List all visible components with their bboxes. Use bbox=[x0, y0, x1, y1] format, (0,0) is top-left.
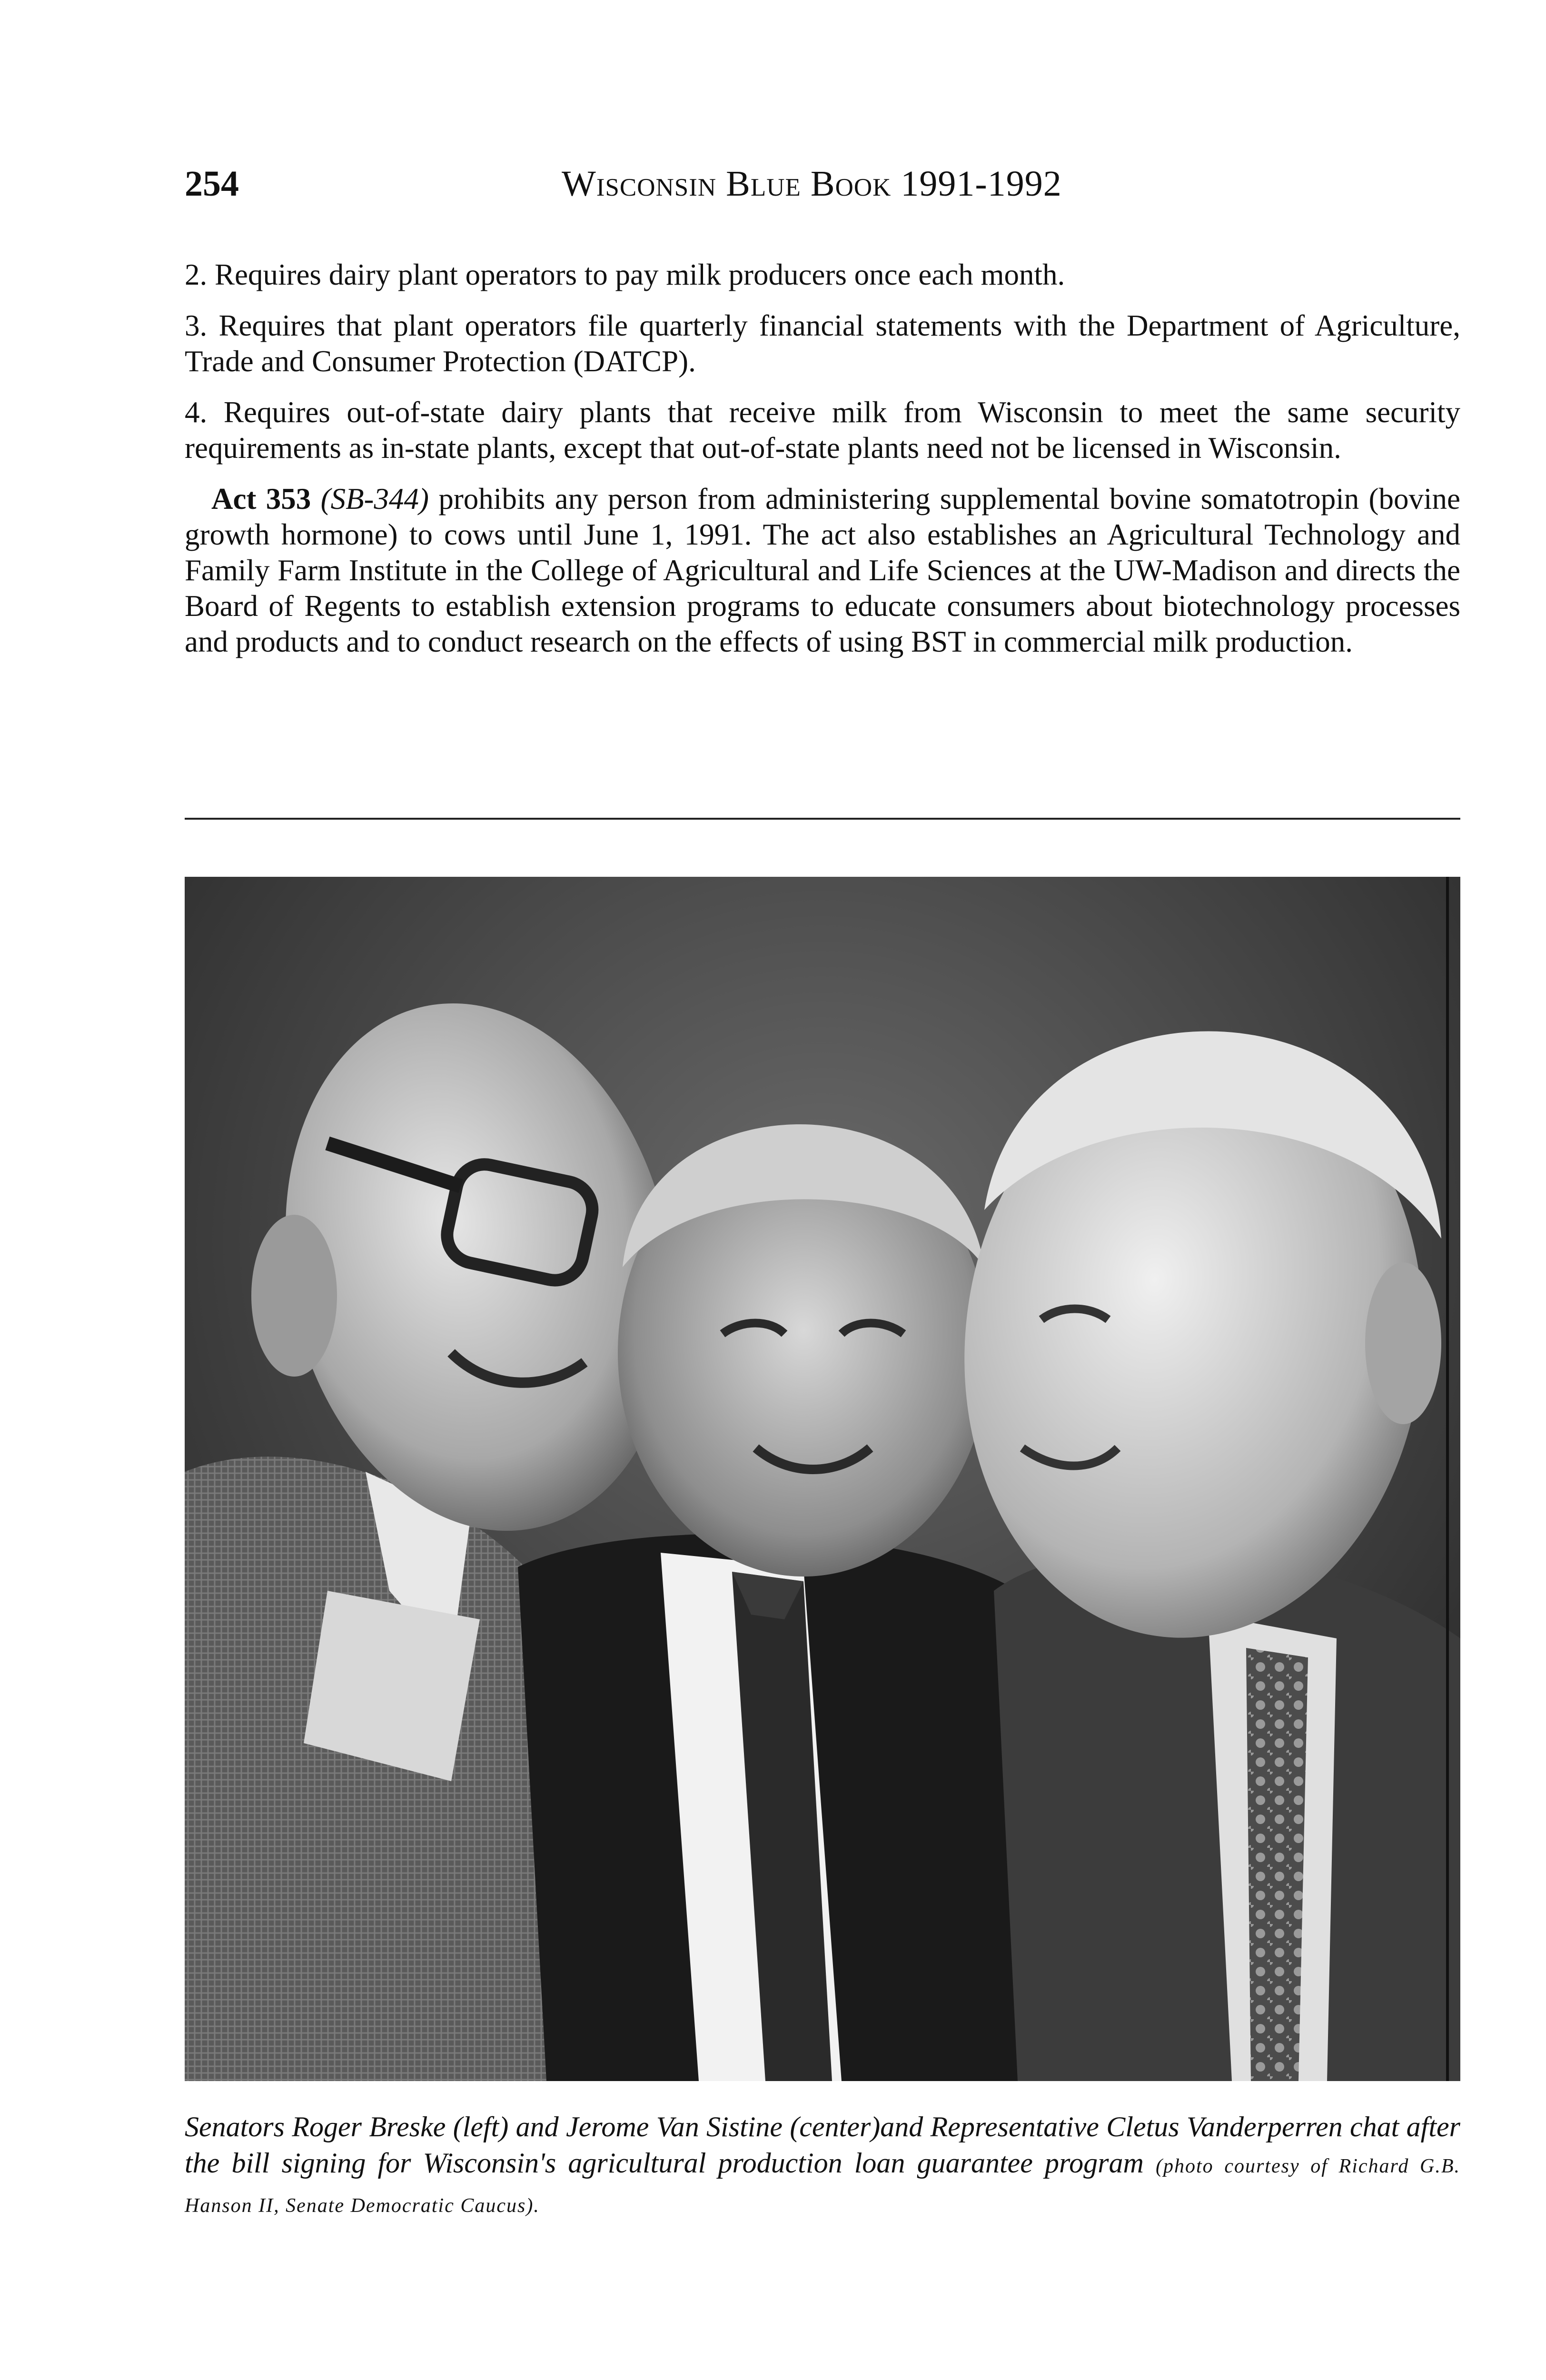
list-item: 3. Requires that plant operators file quarterly financial statements with the Department of Agriculture, Trade and Consumer Protection (DATCP). bbox=[185, 309, 1460, 378]
photo-illustration bbox=[185, 877, 1460, 2081]
act-text: prohibits any person from administering supplemental bovine somatotropin (bovine growth hormone) to cows until June 1, 1991. The act also establishes an Agricultural Technology and Family Farm Institute in the College of Agricultural and Life Sciences at the UW-Madison and directs the Board of Regents to establish extension programs to educate consumers about biotechnology processes and products and to conduct research on the effects of using BST in commercial milk production. bbox=[185, 482, 1460, 658]
running-head: Wisconsin Blue Book 1991-1992 bbox=[562, 164, 1062, 204]
act-label: Act 353 bbox=[211, 482, 311, 516]
list-item: 4. Requires out-of-state dairy plants that receive milk from Wisconsin to meet the same security requirements as in-state plants, except that out-of-state plants need not be licensed in Wisconsin. bbox=[185, 396, 1460, 465]
photo bbox=[185, 877, 1460, 2081]
body-text bbox=[185, 257, 1460, 675]
list-item: 2. Requires dairy plant operators to pay milk producers once each month. bbox=[185, 258, 1065, 291]
bill-id: (SB-344) bbox=[320, 482, 429, 516]
photo-credit: (photo courtesy of Richard G.B. Hanson II, Senate Democratic Caucus). bbox=[185, 2155, 1460, 2217]
act-paragraph bbox=[185, 481, 1460, 660]
section-divider bbox=[185, 818, 1460, 820]
page-number: 254 bbox=[185, 164, 239, 204]
photo-caption bbox=[185, 2109, 1460, 2224]
caption-text: Senators Roger Breske (left) and Jerome Van Sistine (center)and Representative Cletus Vanderperren chat after the bill signing for Wisconsin's agricultural production loan guarantee program bbox=[185, 2111, 1460, 2179]
